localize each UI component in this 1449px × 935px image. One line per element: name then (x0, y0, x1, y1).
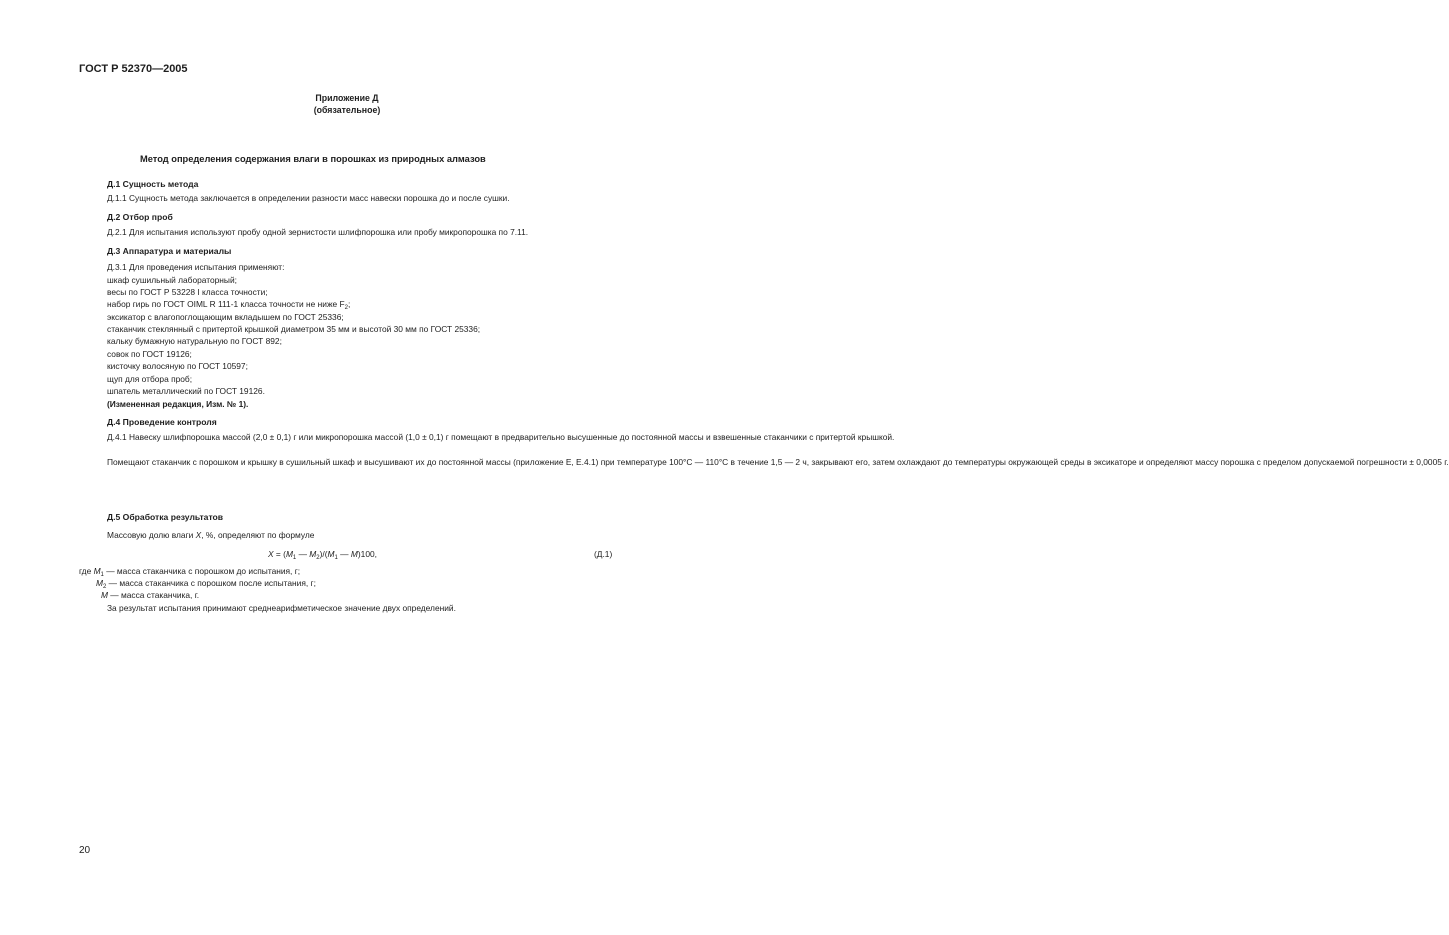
equipment-item: весы по ГОСТ Р 53228 I класса точности; (107, 287, 268, 297)
formula-equals: = ( (273, 549, 286, 559)
where-line-m (101, 590, 199, 600)
equipment-item: щуп для отбора проб; (107, 374, 193, 384)
paragraph-d3-1: Д.3.1 Для проведения испытания применяют: (107, 262, 285, 272)
equipment-item: шпатель металлический по ГОСТ 19126. (107, 386, 265, 396)
where-prefix: где (79, 566, 94, 576)
section-heading-d5: Д.5 Обработка результатов (107, 512, 224, 522)
weights-class-subscript: 2 (344, 305, 348, 311)
page-number: 20 (79, 845, 91, 856)
paragraph-d4-2: Помещают стаканчик с порошком и крышку в сушильный шкаф и высушивают их до постоянной массы (приложение Е, Е.4.1) при температуре 100°С — 110°С в течение 1,5 — 2 ч, закрывают его, затем охлаждают до температуры окружающей среды в эксикаторе и определяют массу порошка с пределом допускаемой погрешности ± 0,0005 г. (107, 457, 1449, 467)
intro-text-end: , %, определяют по формуле (201, 530, 315, 540)
paragraph-d1-1: Д.1.1 Сущность метода заключается в определении разности масс навески порошка до и после сушки. (107, 193, 510, 203)
where-line-m2 (96, 578, 316, 588)
equipment-item: кальку бумажную натуральную по ГОСТ 892; (107, 336, 282, 346)
method-title: Метод определения содержания влаги в порошках из природных алмазов (140, 154, 486, 164)
document-number: ГОСТ Р 52370—2005 (79, 63, 188, 75)
result-paragraph: За результат испытания принимают среднеарифметическое значение двух определений. (107, 603, 456, 613)
amendment-note: (Измененная редакция, Изм. № 1). (107, 399, 249, 409)
appendix-status: (обязательное) (313, 105, 381, 115)
where-text-m1: — масса стаканчика с порошком до испытания, г; (103, 566, 301, 576)
where-var-m1: M (93, 566, 101, 576)
formula-sub1: 1 (292, 555, 297, 561)
formula-minus-denominator: — (337, 549, 351, 559)
where-text-m2: — масса стаканчика с порошком после испытания, г; (106, 578, 316, 588)
formula-number: (Д.1) (594, 549, 613, 559)
where-text-m: — масса стаканчика, г. (107, 590, 200, 600)
formula-m: M (350, 549, 358, 559)
formula-m1: M (285, 549, 293, 559)
where-var-m2: M (96, 578, 103, 588)
formula-d1 (268, 549, 377, 559)
equipment-item: эксикатор с влагопоглощающим вкладышем по ГОСТ 25336; (107, 312, 344, 322)
weights-text: набор гирь по ГОСТ OIML R 111-1 класса точности не ниже F (107, 299, 345, 309)
equipment-item (107, 299, 350, 310)
weights-end: ; (348, 299, 351, 309)
paragraph-d2-1: Д.2.1 Для испытания используют пробу одной зернистости шлифпорошка или пробу микропорошка по 7.11. (107, 227, 529, 237)
formula-lhs: X (268, 549, 274, 559)
formula-sub2: 2 (316, 555, 320, 561)
section-heading-d3: Д.3 Аппаратура и материалы (107, 246, 232, 256)
formula-minus: — (296, 549, 310, 559)
appendix-title: Приложение Д (315, 93, 379, 103)
equipment-item: совок по ГОСТ 19126; (107, 349, 192, 359)
section-heading-d1: Д.1 Сущность метода (107, 179, 199, 189)
where-sub-m1: 1 (100, 572, 104, 578)
formula-sub1-denominator: 1 (334, 555, 338, 561)
paragraph-d4-1: Д.4.1 Навеску шлифпорошка массой (2,0 ± 0,1) г или микропорошка массой (1,0 ± 0,1) г помещают в предварительно высушенные до постоянной массы и взвешенные стаканчики с притертой крышкой. (107, 432, 895, 442)
equipment-item: шкаф сушильный лабораторный; (107, 275, 237, 285)
variable-x: X (195, 530, 202, 540)
section-heading-d2: Д.2 Отбор проб (107, 212, 173, 222)
where-var-m: M (101, 590, 108, 600)
formula-m1-denominator: M (327, 549, 335, 559)
equipment-item: кисточку волосяную по ГОСТ 10597; (107, 361, 248, 371)
where-line-m1 (79, 566, 300, 576)
formula-m2: M (309, 549, 317, 559)
formula-divide: )/( (319, 549, 328, 559)
formula-intro (107, 530, 314, 541)
where-sub-m2: 2 (102, 584, 107, 590)
intro-text: Массовую долю влаги (107, 530, 196, 540)
formula-end: )100, (357, 549, 377, 559)
section-heading-d4: Д.4 Проведение контроля (107, 417, 217, 427)
equipment-item: стаканчик стеклянный с притертой крышкой диаметром 35 мм и высотой 30 мм по ГОСТ 25336; (107, 324, 481, 334)
